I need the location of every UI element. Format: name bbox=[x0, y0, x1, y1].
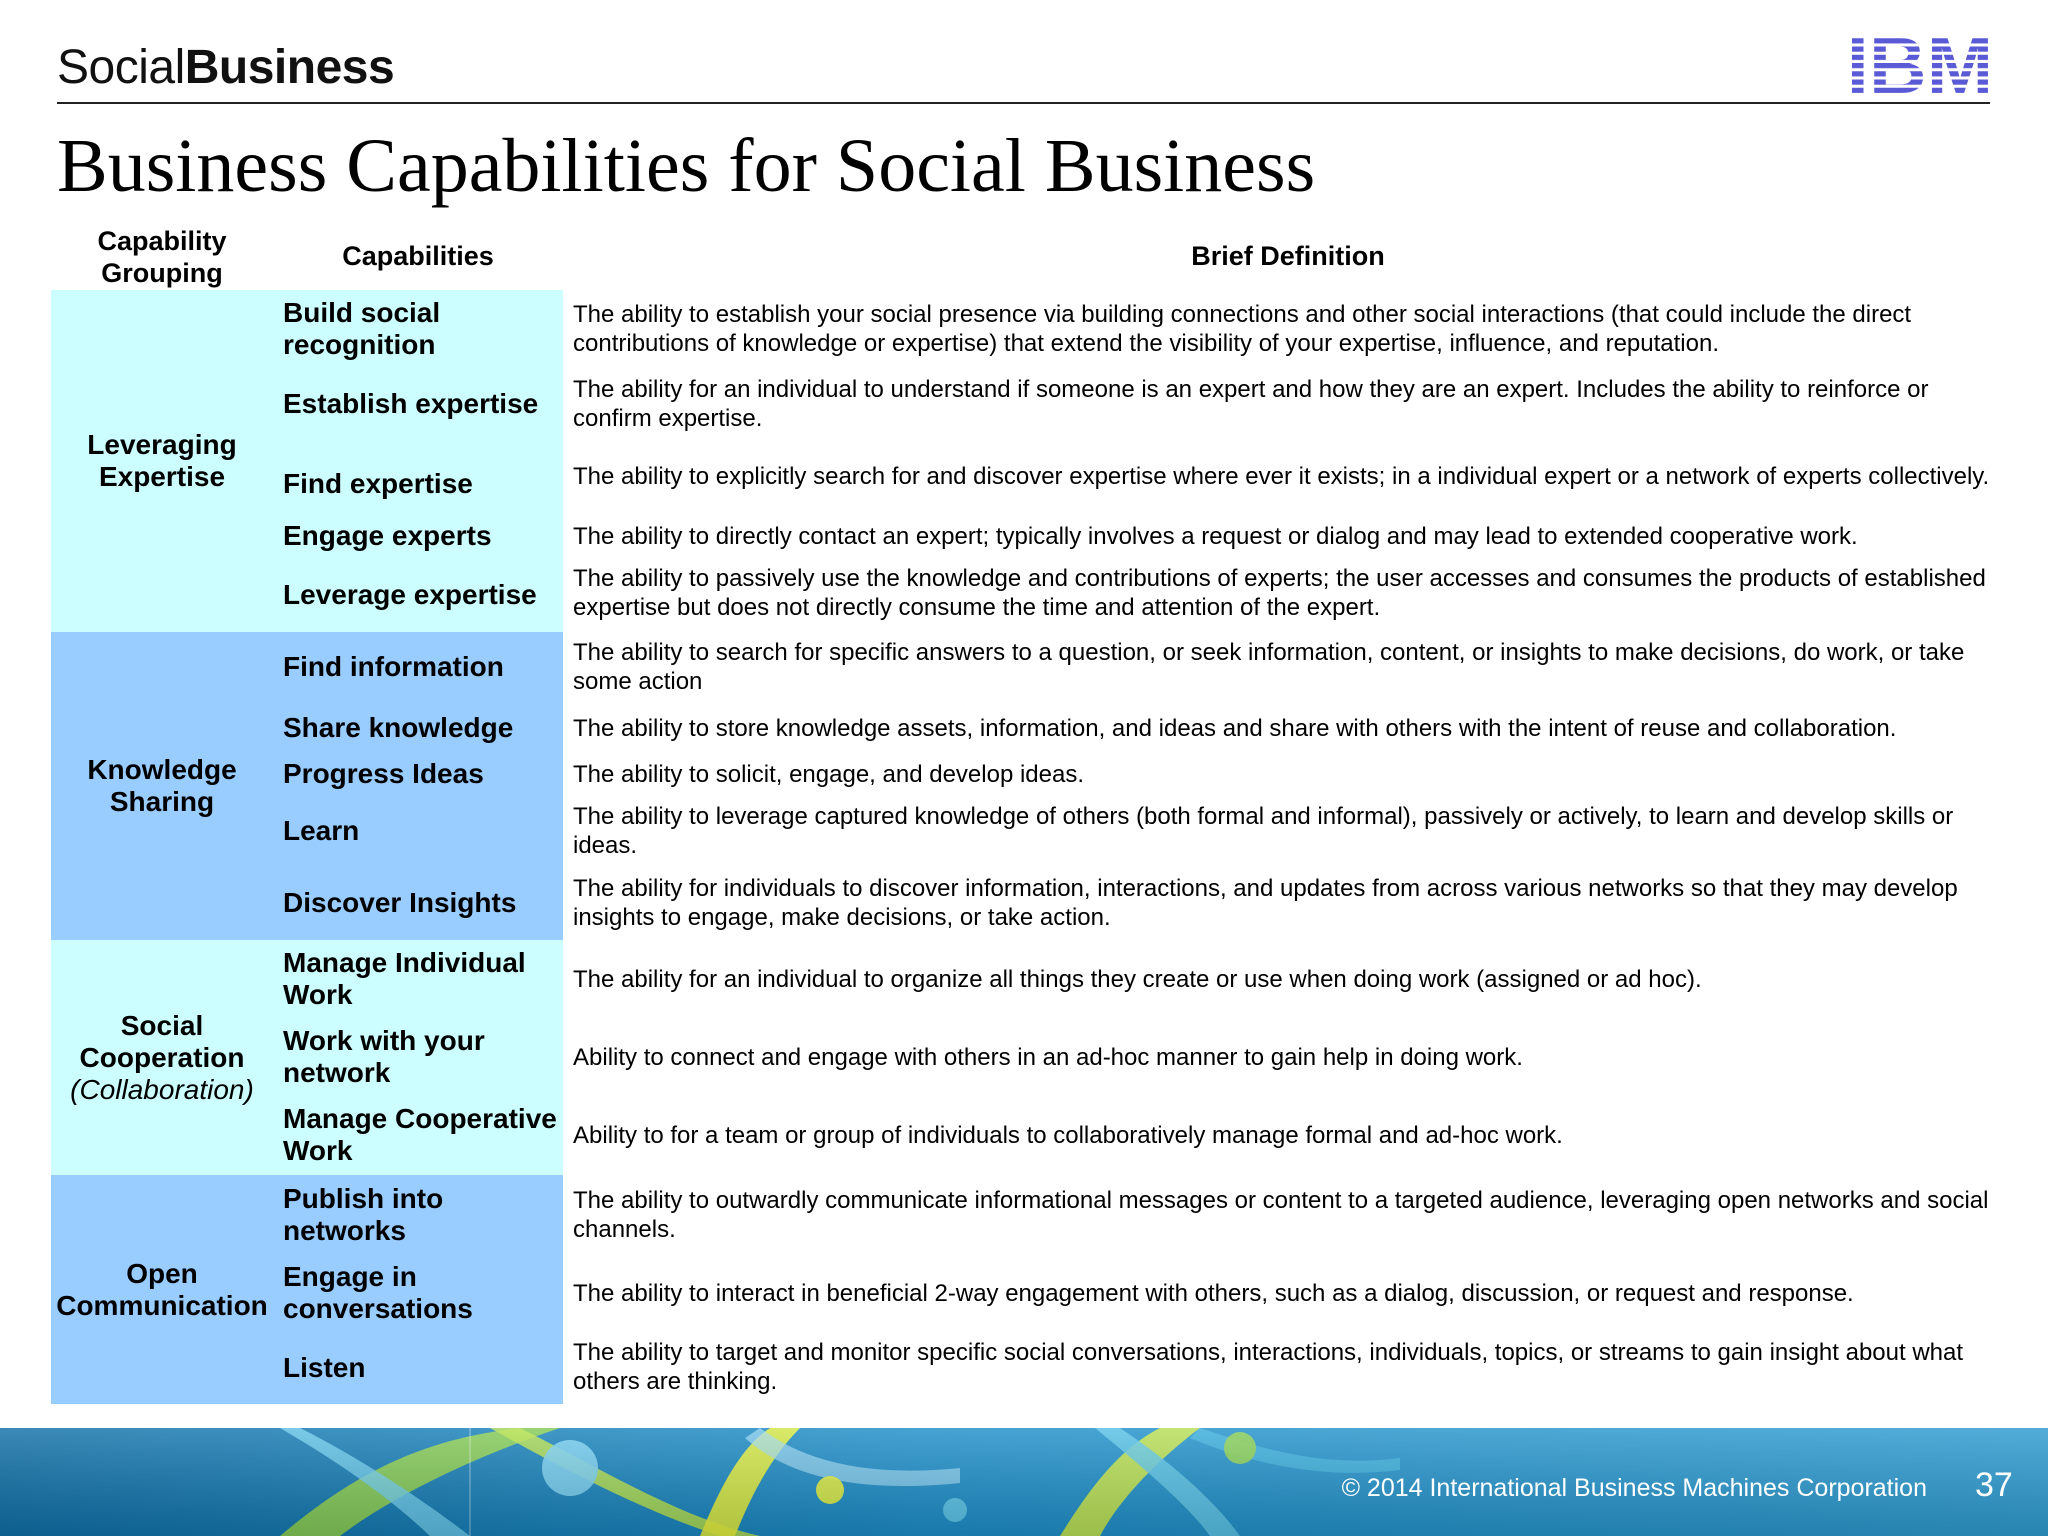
capability-cell: Leverage expertise bbox=[283, 579, 537, 610]
brand-bold: Business bbox=[184, 41, 395, 94]
ibm-logo bbox=[1843, 30, 1998, 96]
definition-cell: The ability for an individual to understand if someone is an expert and how they are an expert. Includes the ability to reinforce or confirm expertise. bbox=[573, 376, 1929, 432]
capability-cell: Work with your network bbox=[283, 1025, 485, 1088]
definition-cell: The ability to leverage captured knowledge of others (both formal and informal), passively or actively, to learn and develop skills or ideas. bbox=[573, 803, 1954, 859]
definition-cell: The ability to target and monitor specific social conversations, interactions, individuals, topics, or streams to gain insight about what others are thinking. bbox=[573, 1339, 1964, 1395]
group-label-social-cooperation bbox=[51, 940, 273, 1175]
capability-cell: Publish into networks bbox=[283, 1183, 444, 1246]
group-name: Knowledge Sharing bbox=[87, 754, 237, 817]
copyright-text: © 2014 International Business Machines Corporation bbox=[1341, 1474, 1927, 1502]
definition-cell: The ability to establish your social presence via building connections and other social interactions (that could include the direct contributions of knowledge or expertise) that extend the visibility of your expertise, influence, and reputation. bbox=[573, 301, 1912, 357]
group-name: Social Cooperation bbox=[79, 1009, 245, 1073]
definition-cell: The ability to passively use the knowledge and contributions of experts; the user accesses and consumes the products of established expertise but does not directly consume the time and attention of the expert. bbox=[573, 565, 1986, 621]
capability-cell: Manage Cooperative Work bbox=[283, 1103, 557, 1166]
capability-cell: Build social recognition bbox=[283, 297, 441, 360]
capability-cell: Progress Ideas bbox=[283, 758, 484, 789]
group-label-open-communication bbox=[51, 1175, 273, 1404]
definition-cell: The ability to interact in beneficial 2-way engagement with others, such as a dialog, discussion, or request and response. bbox=[573, 1279, 1854, 1307]
page-number: 37 bbox=[1975, 1466, 2013, 1504]
capability-cell: Engage experts bbox=[283, 520, 492, 551]
definition-cell: The ability to explicitly search for and discover expertise where ever it exists; in a individual expert or a network of experts collectively. bbox=[573, 462, 1990, 490]
brand-wordmark bbox=[57, 40, 394, 95]
definition-cell: The ability for an individual to organize all things they create or use when doing work (assigned or ad hoc). bbox=[573, 965, 1702, 993]
definition-cell: The ability to store knowledge assets, information, and ideas and share with others with the intent of reuse and collaboration. bbox=[573, 714, 1897, 742]
capability-cell: Share knowledge bbox=[283, 712, 514, 743]
header-capabilities: Capabilities bbox=[342, 241, 494, 271]
header-divider bbox=[57, 102, 1990, 104]
capability-cell: Learn bbox=[283, 815, 360, 846]
capability-cell: Find expertise bbox=[283, 468, 473, 499]
capability-cell: Listen bbox=[283, 1352, 366, 1383]
group-label-knowledge-sharing bbox=[51, 632, 273, 940]
group-name: Open Communication bbox=[56, 1257, 268, 1321]
svg-text:IBM: IBM bbox=[1846, 30, 1994, 96]
group-name: Leveraging Expertise bbox=[87, 429, 237, 492]
capability-cell: Find information bbox=[283, 651, 504, 682]
capability-cell: Engage in conversations bbox=[283, 1261, 473, 1324]
definition-cell: The ability to search for specific answers to a question, or seek information, content, or insights to make decisions, do work, or take some action bbox=[573, 639, 1965, 695]
header-brief-definition: Brief Definition bbox=[1191, 241, 1385, 271]
definition-cell: The ability to solicit, engage, and develop ideas. bbox=[573, 760, 1084, 788]
page-title: Business Capabilities for Social Business bbox=[57, 124, 1316, 208]
definition-cell: Ability to for a team or group of individuals to collaboratively manage formal and ad-hoc work. bbox=[573, 1121, 1563, 1149]
definition-cell: The ability to outwardly communicate informational messages or content to a targeted audience, leveraging open networks and social channels. bbox=[573, 1187, 1989, 1243]
definition-cell: Ability to connect and engage with others in an ad-hoc manner to gain help in doing work. bbox=[573, 1043, 1523, 1071]
definition-cell: The ability to directly contact an expert; typically involves a request or dialog and may lead to extended cooperative work. bbox=[573, 522, 1858, 550]
brand-light: Social bbox=[57, 41, 185, 94]
capability-cell: Establish expertise bbox=[283, 388, 539, 419]
definition-cell: The ability for individuals to discover information, interactions, and updates from across various networks so that they may develop insights to engage, make decisions, or take action. bbox=[573, 875, 1958, 931]
capability-cell: Manage Individual Work bbox=[283, 947, 526, 1010]
group-sublabel: (Collaboration) bbox=[70, 1073, 254, 1105]
capability-cell: Discover Insights bbox=[283, 887, 517, 918]
header-capability-grouping: Capability Grouping bbox=[97, 226, 227, 288]
group-label-leveraging-expertise bbox=[51, 290, 273, 632]
